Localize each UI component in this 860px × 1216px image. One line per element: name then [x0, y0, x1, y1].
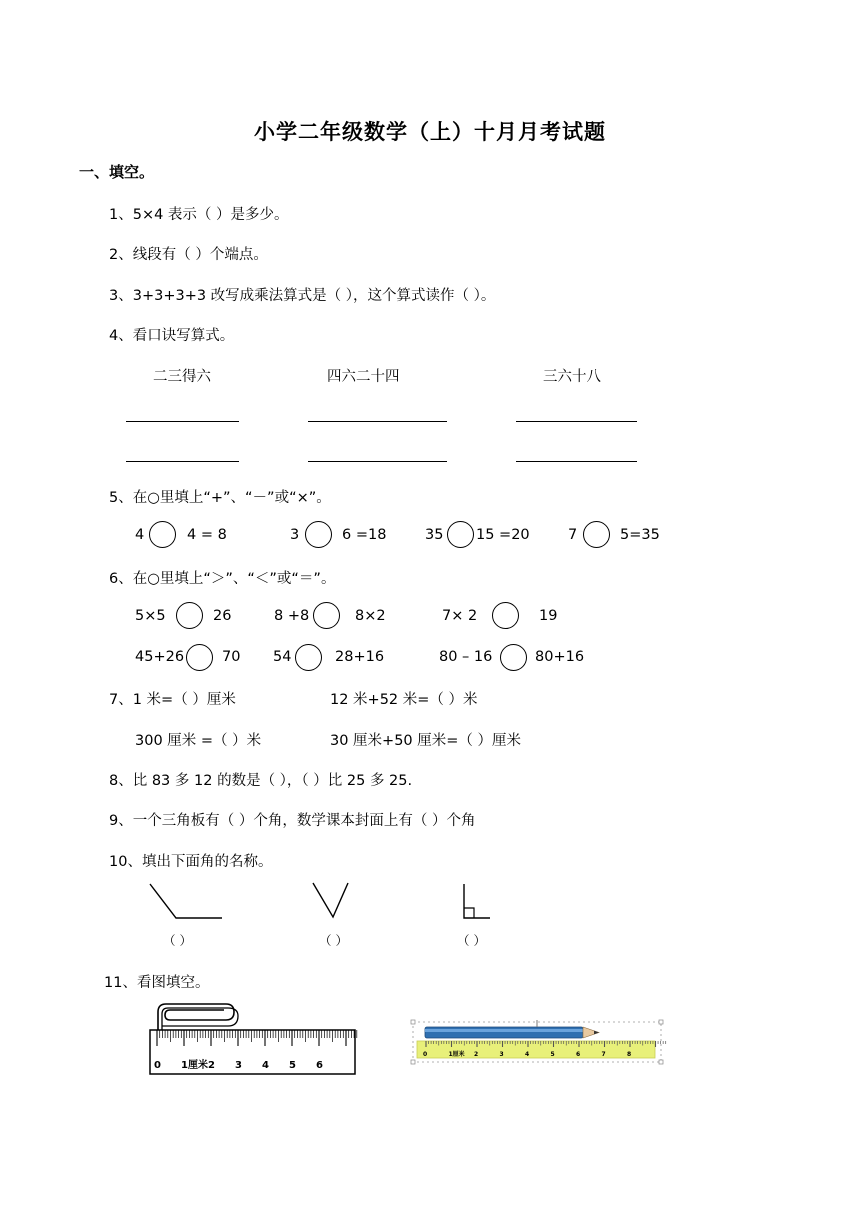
expr-right: 70 — [222, 649, 241, 665]
page-title: 小学二年级数学（上）十月月考试题 — [254, 119, 606, 144]
question-8: 8、比 83 多 12 的数是（ ），（ ）比 25 多 25. — [109, 773, 413, 789]
acute-angle — [313, 883, 348, 917]
expr-left: 80 – 16 — [439, 649, 493, 665]
question-5: 5、在○里填上“+”、“－”或“×”。 — [109, 490, 331, 506]
ruler-label: 6 — [576, 1051, 581, 1058]
ruler-label: 0 — [154, 1060, 161, 1071]
expr-right: 8×2 — [355, 608, 386, 624]
question-1: 1、5×4 表示（ ）是多少。 — [109, 207, 289, 223]
rhyme-1: 二三得六 — [153, 369, 211, 385]
ruler-label: 6 — [316, 1060, 323, 1071]
ruler-label: 4 — [525, 1051, 530, 1058]
expr-right: 26 — [213, 608, 232, 624]
question-10: 10、填出下面角的名称。 — [109, 854, 273, 870]
expr-right: 5=35 — [620, 527, 660, 543]
question-3: 3、3+3+3+3 改写成乘法算式是（ ），这个算式读作（ ）。 — [109, 288, 496, 304]
expr-right: 15 =20 — [476, 527, 530, 543]
angle-answer: （ ） — [163, 933, 192, 948]
ruler-label: 2 — [474, 1051, 479, 1058]
ruler-label: 4 — [262, 1060, 269, 1071]
question-6: 6、在○里填上“＞”、“＜”或“＝”。 — [109, 571, 336, 587]
ruler-with-paperclip-figure — [140, 998, 360, 1080]
question-7a: 7、1 米=（ ）厘米 — [109, 692, 236, 708]
expr-right: 80+16 — [535, 649, 585, 665]
ruler-with-pencil-figure — [407, 1018, 667, 1068]
ruler-label: 0 — [423, 1051, 428, 1058]
pencil-icon — [425, 1027, 583, 1038]
expr-right: 4 = 8 — [187, 527, 227, 543]
ruler-label: 5 — [550, 1051, 555, 1058]
right-angle — [464, 884, 490, 918]
ruler-label: 8 — [627, 1051, 632, 1058]
rhyme-2: 四六二十四 — [327, 369, 400, 385]
question-2: 2、线段有（ ）个端点。 — [109, 247, 268, 263]
expr-left: 45+26 — [135, 649, 185, 665]
ruler-label: 5 — [289, 1060, 296, 1071]
ruler-label: 2 — [208, 1060, 215, 1071]
angle-answer: （ ） — [319, 933, 348, 948]
section-heading: 一、填空。 — [79, 163, 155, 181]
expr-left: 54 — [273, 649, 292, 665]
expr-left: 35 — [425, 527, 444, 543]
question-7b: 12 米+52 米=（ ）米 — [330, 692, 478, 708]
question-7c: 300 厘米 =（ ）米 — [135, 733, 262, 749]
right-angle-mark — [464, 908, 474, 918]
expr-left: 8 +8 — [274, 608, 310, 624]
question-9: 9、一个三角板有（ ）个角，数学课本封面上有（ ）个角 — [109, 813, 476, 829]
ruler-label: 3 — [235, 1060, 242, 1071]
obtuse-angle — [150, 884, 222, 918]
question-7d: 30 厘米+50 厘米=（ ）厘米 — [330, 733, 522, 749]
question-11: 11、看图填空。 — [104, 975, 210, 991]
question-4: 4、看口诀写算式。 — [109, 328, 235, 344]
ruler-label: 7 — [601, 1051, 606, 1058]
angle-answer: （ ） — [457, 933, 486, 948]
expr-left: 3 — [290, 527, 300, 543]
rhyme-3: 三六十八 — [543, 369, 601, 385]
expr-left: 7× 2 — [442, 608, 478, 624]
ruler-label: 3 — [499, 1051, 504, 1058]
ruler-label: 1厘米 — [448, 1051, 465, 1058]
expr-left: 5×5 — [135, 608, 166, 624]
expr-right: 19 — [539, 608, 558, 624]
expr-right: 28+16 — [335, 649, 385, 665]
expr-right: 6 =18 — [342, 527, 387, 543]
expr-left: 4 — [135, 527, 145, 543]
ruler-label: 1厘米 — [181, 1060, 208, 1071]
expr-left: 7 — [568, 527, 578, 543]
